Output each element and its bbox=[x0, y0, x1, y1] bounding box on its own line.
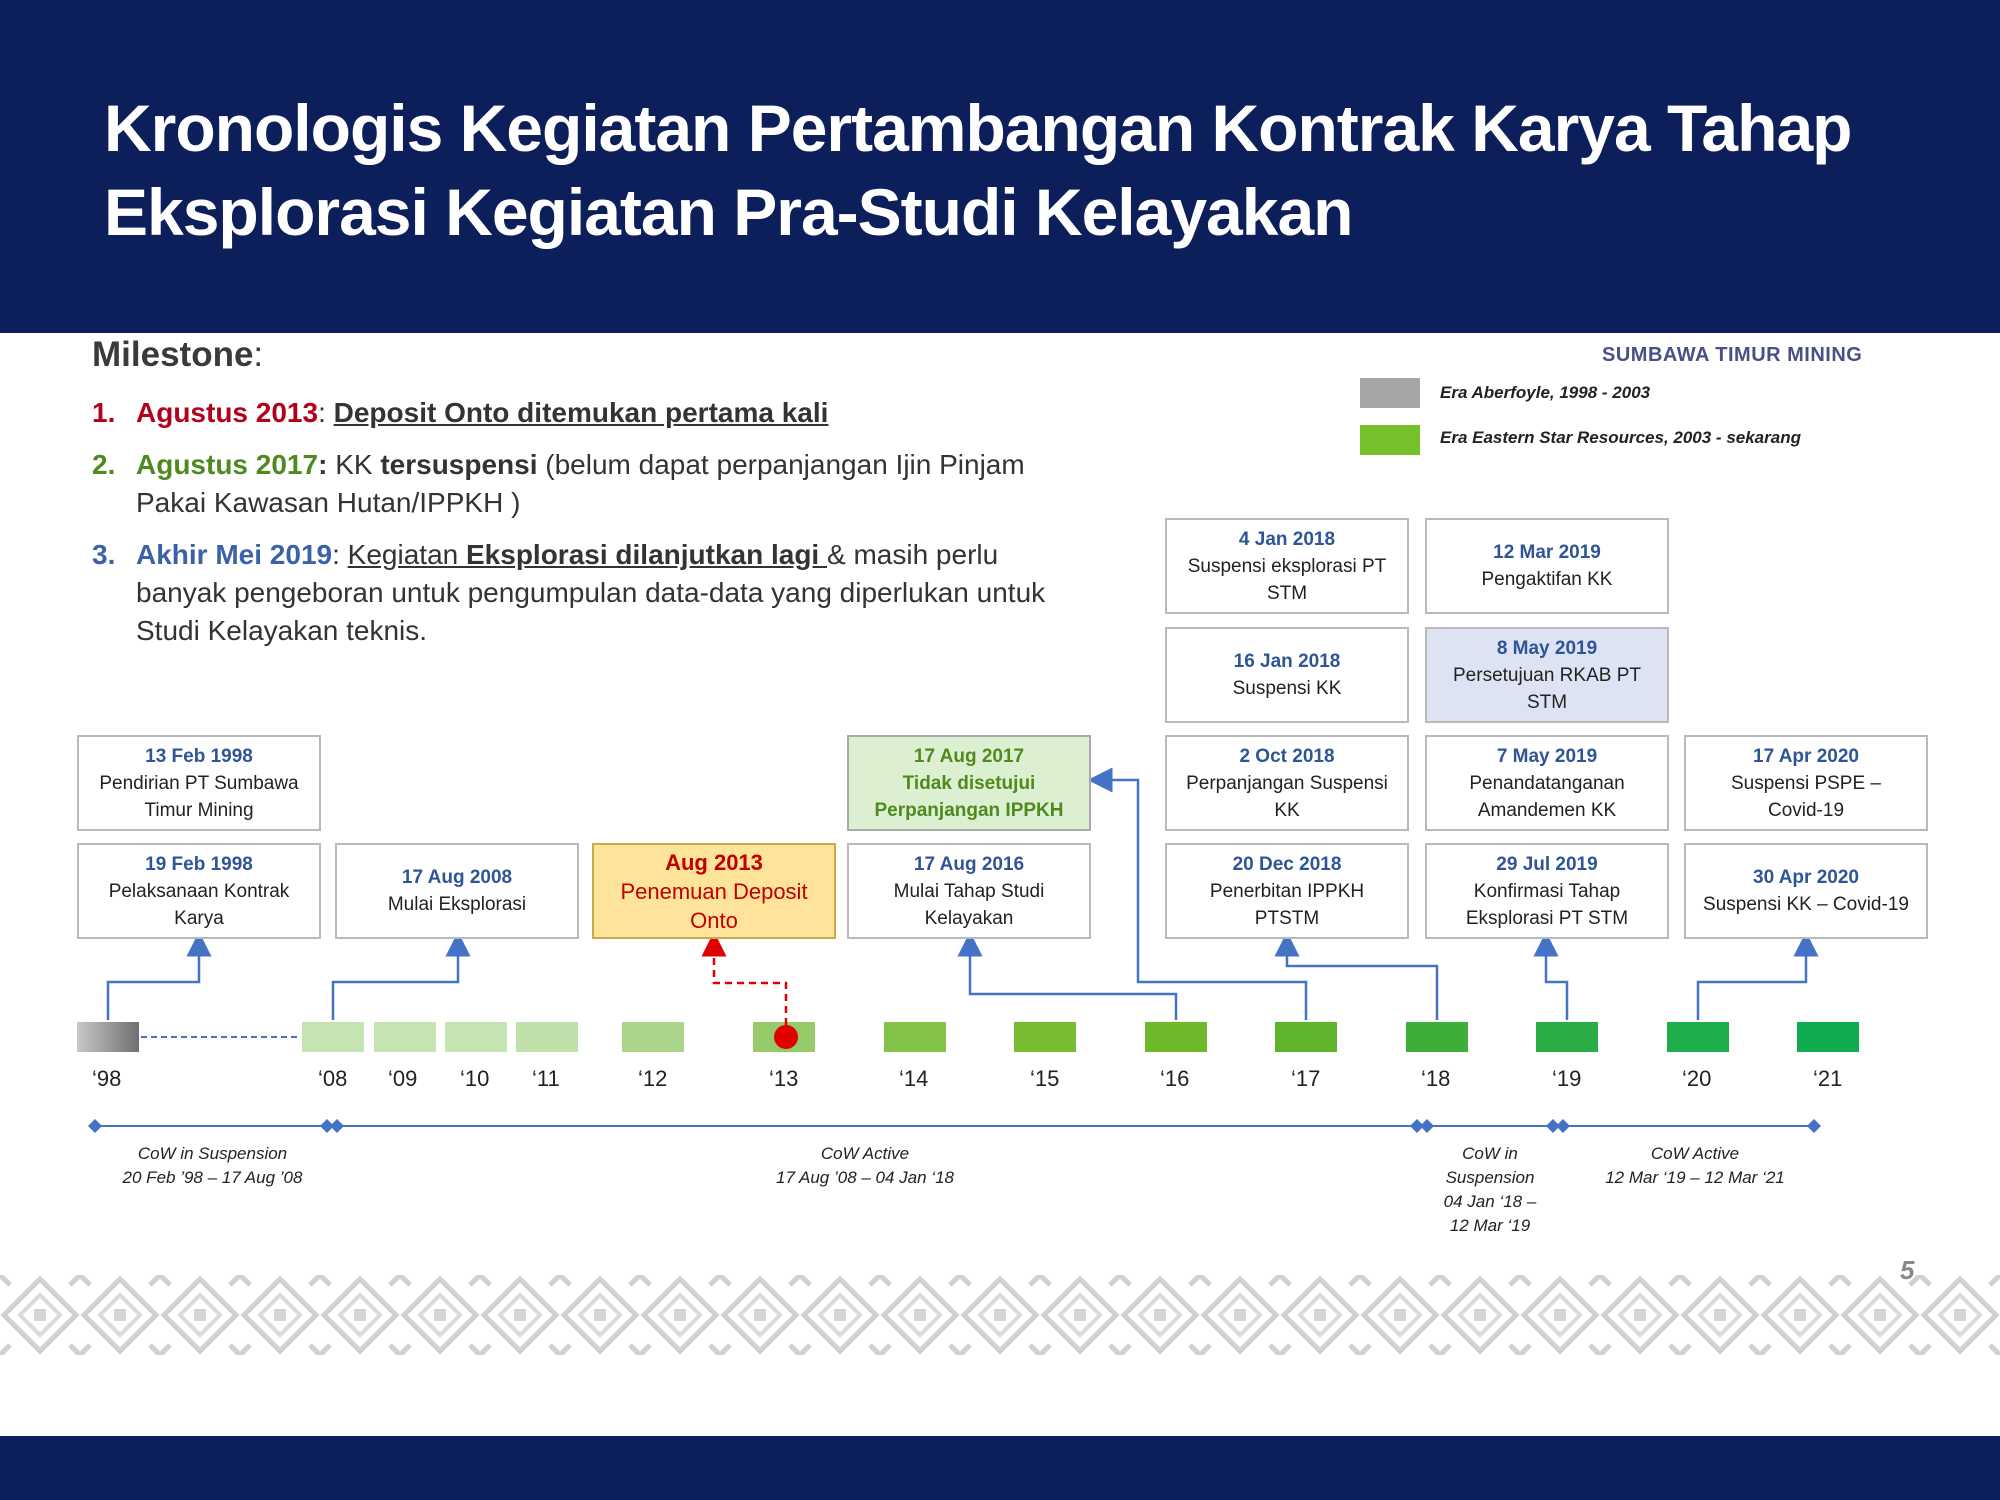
year-label: ‘15 bbox=[1030, 1066, 1060, 1091]
event-date: 17 Apr 2020 bbox=[1753, 745, 1859, 767]
event-date: 30 Apr 2020 bbox=[1753, 867, 1859, 888]
year-block-17 bbox=[1275, 1022, 1337, 1052]
event-date: 4 Jan 2018 bbox=[1238, 528, 1336, 550]
milestone-title: Milestone bbox=[92, 335, 254, 374]
period-line: CoW in Suspension bbox=[137, 1144, 288, 1163]
event-date: 16 Jan 2018 bbox=[1233, 651, 1341, 672]
event-text: Penemuan Deposit Onto bbox=[620, 878, 808, 933]
event-box-8may2019 bbox=[1425, 627, 1669, 723]
year-block-18 bbox=[1406, 1022, 1468, 1052]
event-date: 29 Jul 2019 bbox=[1496, 853, 1598, 875]
milestone-separator: : bbox=[318, 449, 336, 480]
event-box-4jan2018 bbox=[1165, 518, 1409, 614]
connector-29jul2019 bbox=[1546, 944, 1567, 1020]
period-label-suspension-1 bbox=[100, 1142, 325, 1190]
event-text: Konfirmasi Tahap Eksplorasi PT STM bbox=[1465, 880, 1629, 929]
event-date: 20 Dec 2018 bbox=[1232, 853, 1342, 875]
connector-19feb1998 bbox=[108, 944, 199, 1020]
period-line: CoW in bbox=[1462, 1144, 1518, 1163]
period-label-active-1 bbox=[750, 1142, 980, 1190]
event-text: Suspensi PSPE – Covid-19 bbox=[1731, 772, 1881, 821]
event-box-16jan2018 bbox=[1165, 627, 1409, 723]
period-marker bbox=[88, 1119, 102, 1133]
event-date: 17 Aug 2016 bbox=[913, 853, 1025, 875]
year-label: ‘12 bbox=[638, 1066, 668, 1091]
period-line: 12 Mar ‘19 – 12 Mar ‘21 bbox=[1605, 1168, 1785, 1187]
event-date: 2 Oct 2018 bbox=[1239, 745, 1335, 767]
milestone-date: Agustus 2013 bbox=[136, 397, 319, 428]
discovery-marker bbox=[774, 1025, 798, 1049]
legend-label-aberfoyle: Era Aberfoyle, 1998 - 2003 bbox=[1440, 383, 1651, 402]
milestone-separator: : bbox=[318, 397, 334, 428]
period-line: 20 Feb ’98 – 17 Aug ’08 bbox=[122, 1168, 303, 1187]
event-box-20dec2018 bbox=[1165, 843, 1409, 939]
period-marker bbox=[1556, 1119, 1570, 1133]
event-box-12mar2019 bbox=[1425, 518, 1669, 614]
period-label-active-2 bbox=[1580, 1142, 1810, 1190]
year-label: ‘20 bbox=[1682, 1066, 1712, 1091]
milestone-text-b: Eksplorasi dilanjutkan lagi bbox=[466, 539, 827, 570]
year-label: ‘08 bbox=[318, 1066, 348, 1091]
event-text: Mulai Tahap Studi Kelayakan bbox=[893, 880, 1045, 929]
milestone-number: 2. bbox=[92, 449, 116, 480]
year-label: ‘17 bbox=[1291, 1066, 1321, 1091]
event-box-13feb1998 bbox=[77, 735, 321, 831]
year-block-21 bbox=[1797, 1022, 1859, 1052]
year-label: ‘16 bbox=[1160, 1066, 1190, 1091]
event-date: 17 Aug 2008 bbox=[401, 867, 513, 888]
year-label: ‘18 bbox=[1421, 1066, 1451, 1091]
page-number: 5 bbox=[1900, 1255, 1915, 1285]
milestone-text-a: Kegiatan bbox=[347, 539, 466, 570]
event-text: Perpanjangan Suspensi KK bbox=[1186, 772, 1388, 821]
connector-17aug2008 bbox=[333, 944, 458, 1020]
event-text: Mulai Eksplorasi bbox=[387, 894, 527, 915]
event-box-7may2019 bbox=[1425, 735, 1669, 831]
year-block-20 bbox=[1667, 1022, 1729, 1052]
event-box-30apr2020 bbox=[1684, 843, 1928, 939]
period-marker bbox=[1807, 1119, 1821, 1133]
event-text: Pendirian PT Sumbawa Timur Mining bbox=[99, 772, 299, 821]
event-box-17aug2008 bbox=[335, 843, 579, 939]
period-label-suspension-2 bbox=[1420, 1142, 1560, 1238]
period-line: 12 Mar ‘19 bbox=[1449, 1216, 1531, 1235]
milestone-separator: : bbox=[332, 539, 348, 570]
year-block-15 bbox=[1014, 1022, 1076, 1052]
event-box-29jul2019 bbox=[1425, 843, 1669, 939]
year-block-12 bbox=[622, 1022, 684, 1052]
event-text: Suspensi KK bbox=[1232, 678, 1342, 699]
decorative-pattern-band bbox=[0, 1275, 2000, 1355]
event-box-17aug2017 bbox=[847, 735, 1091, 831]
connector-20dec2018 bbox=[1287, 944, 1437, 1020]
event-text: Penerbitan IPPKH PTSTM bbox=[1209, 880, 1365, 929]
connector-30apr2020 bbox=[1698, 944, 1806, 1020]
discovery-connector bbox=[714, 944, 786, 1025]
year-block-19 bbox=[1536, 1022, 1598, 1052]
year-label: ‘98 bbox=[92, 1066, 122, 1091]
year-label: ‘21 bbox=[1813, 1066, 1843, 1091]
milestone-date: Agustus 2017 bbox=[136, 449, 319, 480]
period-marker bbox=[1420, 1119, 1434, 1133]
year-label: ‘14 bbox=[899, 1066, 929, 1091]
year-block-98 bbox=[77, 1022, 139, 1052]
event-text: Suspensi eksplorasi PT STM bbox=[1187, 555, 1387, 604]
year-label: ‘19 bbox=[1552, 1066, 1582, 1091]
event-date: 13 Feb 1998 bbox=[145, 745, 253, 767]
period-line: Suspension bbox=[1445, 1168, 1535, 1187]
year-block-11 bbox=[516, 1022, 578, 1052]
period-line: 04 Jan ‘18 – bbox=[1443, 1192, 1537, 1211]
page-title: Kronologis Kegiatan Pertambangan Kontrak Karya Tahap Eksplorasi Kegiatan Pra-Studi Kelayakan bbox=[104, 91, 1852, 249]
milestone-number: 3. bbox=[92, 539, 116, 570]
event-text: Pelaksanaan Kontrak Karya bbox=[108, 880, 290, 929]
event-box-2oct2018 bbox=[1165, 735, 1409, 831]
milestone-number: 1. bbox=[92, 397, 116, 428]
milestone-text: Deposit Onto ditemukan pertama kali bbox=[333, 397, 829, 428]
event-box-aug2013 bbox=[592, 843, 836, 939]
year-label: ‘13 bbox=[769, 1066, 799, 1091]
year-block-10 bbox=[445, 1022, 507, 1052]
event-text: Pengaktifan KK bbox=[1481, 569, 1613, 590]
event-date: Aug 2013 bbox=[665, 849, 763, 875]
event-date: 19 Feb 1998 bbox=[145, 853, 253, 875]
year-label: ‘09 bbox=[388, 1066, 418, 1091]
milestone-text-c: (belum dapat perpanjangan Ijin Pinjam Pakai Kawasan Hutan/IPPKH ) bbox=[136, 449, 1025, 518]
event-text: Tidak disetujui Perpanjangan IPPKH bbox=[874, 772, 1064, 821]
period-marker bbox=[330, 1119, 344, 1133]
year-block-08 bbox=[302, 1022, 364, 1052]
event-box-17apr2020 bbox=[1684, 735, 1928, 831]
year-block-16 bbox=[1145, 1022, 1207, 1052]
year-block-09 bbox=[374, 1022, 436, 1052]
milestone-colon: : bbox=[253, 335, 264, 374]
legend-label-eastern-star: Era Eastern Star Resources, 2003 - sekarang bbox=[1440, 428, 1801, 447]
milestone-text-a: KK bbox=[335, 449, 381, 480]
milestone-text-c: & masih perlu banyak pengeboran untuk pengumpulan data-data yang diperlukan untuk Studi Kelayakan teknis. bbox=[136, 539, 1046, 646]
event-box-17aug2016 bbox=[847, 843, 1091, 939]
footer-banner bbox=[0, 1436, 2000, 1500]
year-label: ‘11 bbox=[532, 1066, 560, 1091]
event-text: Suspensi KK – Covid-19 bbox=[1703, 894, 1909, 915]
event-date: 12 Mar 2019 bbox=[1493, 542, 1601, 563]
period-line: CoW Active bbox=[1650, 1144, 1740, 1163]
event-date: 8 May 2019 bbox=[1496, 637, 1598, 659]
year-label: ‘10 bbox=[460, 1066, 490, 1091]
milestone-date: Akhir Mei 2019 bbox=[136, 539, 333, 570]
event-date: 7 May 2019 bbox=[1496, 745, 1598, 767]
brand-logo-text: SUMBAWA TIMUR MINING bbox=[1602, 344, 1863, 366]
year-block-14 bbox=[884, 1022, 946, 1052]
event-date: 17 Aug 2017 bbox=[913, 745, 1025, 767]
milestone-text-b: tersuspensi bbox=[380, 449, 538, 480]
period-line: CoW Active bbox=[820, 1144, 910, 1163]
period-line: 17 Aug ’08 – 04 Jan ‘18 bbox=[775, 1168, 954, 1187]
event-box-19feb1998 bbox=[77, 843, 321, 939]
event-text: Persetujuan RKAB PT STM bbox=[1453, 664, 1641, 713]
event-text: Penandatanganan Amandemen KK bbox=[1469, 772, 1625, 821]
